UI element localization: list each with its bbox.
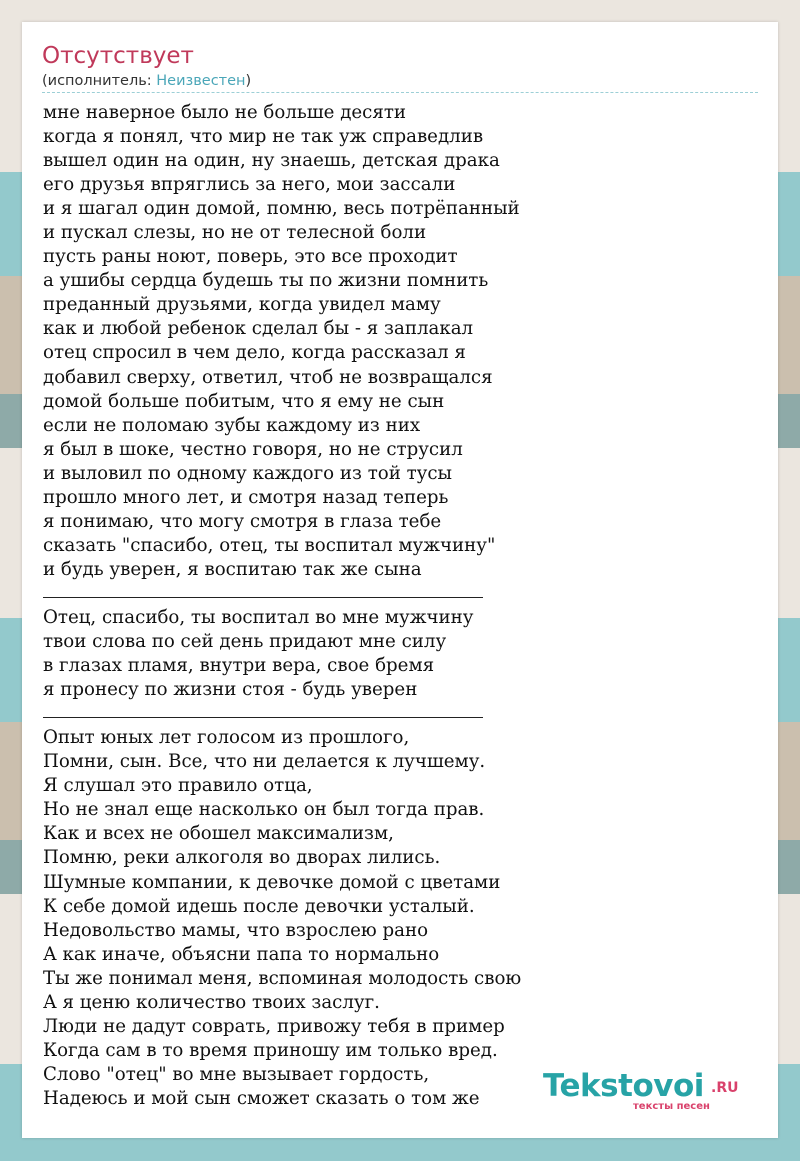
- lyric-line: А я ценю количество твоих заслуг.: [43, 991, 380, 1013]
- lyric-line: Ты же понимал меня, вспоминая молодость свою: [43, 967, 522, 989]
- lyric-line: Слово "отец" во мне вызывает гордость,: [43, 1063, 430, 1085]
- lyric-line: Опыт юных лет голосом из прошлого,: [43, 727, 410, 749]
- lyric-line: Я слушал это правило отца,: [43, 775, 313, 797]
- lyrics-text: [43, 101, 758, 1111]
- lyric-line: и я шагал один домой, помню, весь потрёпанный: [43, 198, 520, 220]
- lyric-line: Когда сам в то время приношу им только вред.: [43, 1039, 498, 1061]
- song-title: Отсутствует: [42, 43, 194, 69]
- lyric-line: Надеюсь и мой сын сможет сказать о том же: [43, 1087, 480, 1109]
- lyric-line: домой больше побитым, что я ему не сын: [43, 390, 445, 412]
- lyric-line: я пронесу по жизни стоя - будь уверен: [43, 679, 418, 701]
- lyric-line: добавил сверху, ответил, чтоб не возвращался: [43, 366, 493, 388]
- lyric-line: и пускал слезы, но не от телесной боли: [43, 222, 427, 244]
- lyric-line: преданный друзьями, когда увидел маму: [43, 294, 441, 316]
- lyric-line: твои слова по сей день придают мне силу: [43, 631, 447, 653]
- artist-link[interactable]: Неизвестен: [156, 73, 246, 89]
- artist-suffix: ): [245, 73, 252, 89]
- lyric-line: Люди не дадут соврать, привожу тебя в пример: [43, 1015, 505, 1037]
- lyric-line: вышел один на один, ну знаешь, детская драка: [43, 150, 500, 172]
- header-divider: [42, 92, 758, 93]
- lyric-line: отец спросил в чем дело, когда рассказал я: [43, 342, 466, 364]
- logo-tagline: тексты песен: [633, 1101, 710, 1112]
- lyric-line: Шумные компании, к девочке домой с цветами: [43, 871, 501, 893]
- logo-name: Tekstovoi: [543, 1068, 704, 1104]
- lyric-line: А как иначе, объясни папа то нормально: [43, 943, 440, 965]
- lyrics-card: [22, 22, 778, 1138]
- logo-tld: .RU: [711, 1080, 739, 1096]
- verse-separator: [43, 702, 758, 726]
- site-logo[interactable]: [543, 1069, 748, 1113]
- lyric-line: К себе домой идешь после девочки усталый.: [43, 895, 475, 917]
- lyric-line: его друзья впряглись за него, мои зассали: [43, 174, 456, 196]
- lyric-line: сказать "спасибо, отец, ты воспитал мужчину": [43, 534, 496, 556]
- lyric-line: я понимаю, что могу смотря в глаза тебе: [43, 510, 442, 532]
- lyric-line: прошло много лет, и смотря назад теперь: [43, 486, 449, 508]
- lyric-line: как и любой ребенок сделал бы - я заплакал: [43, 318, 474, 340]
- lyric-line: пусть раны ноют, поверь, это все проходит: [43, 246, 458, 268]
- lyric-line: и выловил по одному каждого из той тусы: [43, 462, 453, 484]
- lyric-line: я был в шоке, честно говоря, но не струсил: [43, 438, 463, 460]
- lyric-line: Но не знал еще насколько он был тогда прав.: [43, 799, 485, 821]
- lyric-line: Помни, сын. Все, что ни делается к лучшему.: [43, 751, 486, 773]
- lyric-line: Как и всех не обошел максимализм,: [43, 823, 394, 845]
- lyric-line: в глазах пламя, внутри вера, свое бремя: [43, 655, 435, 677]
- artist-line: [42, 72, 251, 90]
- lyric-line: если не поломаю зубы каждому из них: [43, 414, 421, 436]
- lyric-line: Помню, реки алкоголя во дворах лились.: [43, 847, 441, 869]
- lyric-line: Отец, спасибо, ты воспитал во мне мужчину: [43, 606, 474, 628]
- lyric-line: Недовольство мамы, что взрослею рано: [43, 919, 429, 941]
- lyric-line: и будь уверен, я воспитаю так же сына: [43, 558, 422, 580]
- lyric-line: а ушибы сердца будешь ты по жизни помнить: [43, 270, 489, 292]
- lyric-line: когда я понял, что мир не так уж справедлив: [43, 126, 484, 148]
- lyric-line: мне наверное было не больше десяти: [43, 102, 407, 123]
- artist-prefix: (исполнитель:: [42, 73, 157, 89]
- verse-separator: [43, 582, 758, 606]
